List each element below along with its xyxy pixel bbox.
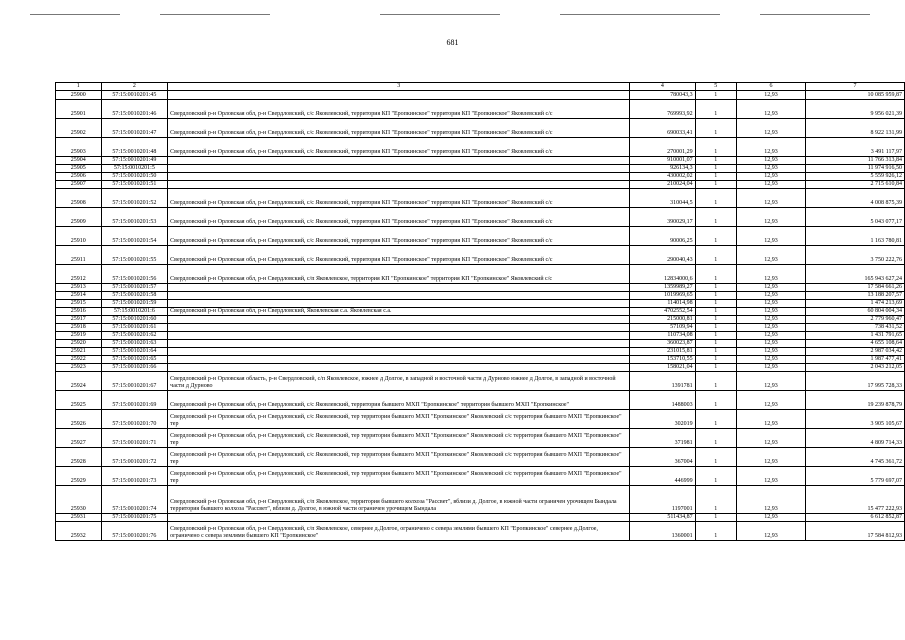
row-number: 25908 xyxy=(56,189,102,208)
cadastral-number: 57:15:0010201:66 xyxy=(101,364,168,372)
col-header: 7 xyxy=(806,83,905,91)
table-row xyxy=(56,165,905,173)
data-table xyxy=(55,82,905,541)
cadastral-value: 1 431 791,65 xyxy=(806,332,905,340)
row-number: 25901 xyxy=(56,100,102,119)
table-row xyxy=(56,284,905,292)
cadastral-value: 1 474 213,69 xyxy=(806,300,905,308)
address xyxy=(168,340,630,348)
area-value: 910001,07 xyxy=(630,157,695,165)
table-row xyxy=(56,514,905,522)
cadastral-value: 5 779 697,07 xyxy=(806,467,905,486)
cadastral-value: 17 584 661,26 xyxy=(806,284,905,292)
quantity: 1 xyxy=(695,429,736,448)
row-number: 25929 xyxy=(56,467,102,486)
area-value: 926134,3 xyxy=(630,165,695,173)
table-row xyxy=(56,429,905,448)
quantity: 1 xyxy=(695,316,736,324)
cadastral-number: 57:15:0010201:60 xyxy=(101,316,168,324)
table-row xyxy=(56,208,905,227)
scan-artifact xyxy=(30,14,120,15)
address: Свердловский р-н Орловская обл, р-н Свердловский, с/п Яковлевское, территория КП "Еропкинское" территория КП "Еропкинское" Яковлевский с/с xyxy=(168,265,630,284)
cadastral-value: 15 477 222,93 xyxy=(806,486,905,514)
row-number: 25928 xyxy=(56,448,102,467)
address: Свердловский р-н Орловская обл, р-н Свердловский, с/с Яковлевский, тер территория бывшего МХП "Еропкинское" Яковлевский с/с территория бывшего МХП "Еропкинское" тер xyxy=(168,410,630,429)
row-number: 25922 xyxy=(56,356,102,364)
rate: 12,93 xyxy=(736,138,805,157)
quantity: 1 xyxy=(695,157,736,165)
area-value: 310044,5 xyxy=(630,189,695,208)
row-number: 25931 xyxy=(56,514,102,522)
cadastral-number: 57:15:0010201:46 xyxy=(101,100,168,119)
area-value: 769993,92 xyxy=(630,100,695,119)
cadastral-value: 2 715 610,84 xyxy=(806,181,905,189)
cadastral-number: 57:15:0010201:69 xyxy=(101,391,168,410)
area-value: 511434,87 xyxy=(630,514,695,522)
row-number: 25902 xyxy=(56,119,102,138)
col-header: 3 xyxy=(168,83,630,91)
table-row xyxy=(56,348,905,356)
cadastral-number: 57:15:0010201:62 xyxy=(101,332,168,340)
quantity: 1 xyxy=(695,138,736,157)
cadastral-number: 57:15:0010201:49 xyxy=(101,157,168,165)
quantity: 1 xyxy=(695,308,736,316)
quantity: 1 xyxy=(695,364,736,372)
address xyxy=(168,157,630,165)
area-value: 12834000,6 xyxy=(630,265,695,284)
cadastral-number: 57:15:0010201:5 xyxy=(101,165,168,173)
address xyxy=(168,324,630,332)
address: Свердловский р-н Орловская обл, р-н Свердловский, с/с Яковлевский, территория КП "Еропкинское" территория КП "Еропкинское" Яковлевский с/с xyxy=(168,227,630,246)
cadastral-number: 57:15:0010201:75 xyxy=(101,514,168,522)
rate: 12,93 xyxy=(736,91,805,100)
cadastral-value: 165 943 627,24 xyxy=(806,265,905,284)
table-row xyxy=(56,300,905,308)
cadastral-value: 2 779 960,47 xyxy=(806,316,905,324)
quantity: 1 xyxy=(695,300,736,308)
rate: 12,93 xyxy=(736,316,805,324)
cadastral-value: 1 987 477,41 xyxy=(806,356,905,364)
area-value: 302019 xyxy=(630,410,695,429)
cadastral-value: 13 188 207,57 xyxy=(806,292,905,300)
cadastral-value: 4 809 714,33 xyxy=(806,429,905,448)
row-number: 25932 xyxy=(56,522,102,541)
address: Свердловский р-н Орловская обл, р-н Свердловский, с/п Яковлевское, территория бывшего колхоза "Рассвет", вблизи д. Долгое, в южной части ограничен урочищем Бындала территория бывшего колхоза "Рассвет", вблизи д. Долгое, в южной части ограничен урочищем Бындала xyxy=(168,486,630,514)
cadastral-value: 3 491 117,97 xyxy=(806,138,905,157)
cadastral-value: 11 766 313,84 xyxy=(806,157,905,165)
cadastral-value: 19 239 878,79 xyxy=(806,391,905,410)
rate: 12,93 xyxy=(736,100,805,119)
table-row xyxy=(56,332,905,340)
rate: 12,93 xyxy=(736,181,805,189)
address xyxy=(168,356,630,364)
quantity: 1 xyxy=(695,265,736,284)
address xyxy=(168,332,630,340)
area-value: 114014,98 xyxy=(630,300,695,308)
cadastral-number: 57:15:0010201:76 xyxy=(101,522,168,541)
rate: 12,93 xyxy=(736,189,805,208)
row-number: 25926 xyxy=(56,410,102,429)
cadastral-number: 57:15:0010201:45 xyxy=(101,91,168,100)
table-row xyxy=(56,340,905,348)
page-number: 681 xyxy=(446,38,459,47)
cadastral-number: 57:15:0010201:55 xyxy=(101,246,168,265)
area-value: 1391781 xyxy=(630,372,695,391)
area-value: 367004 xyxy=(630,448,695,467)
cadastral-value: 60 804 004,34 xyxy=(806,308,905,316)
quantity: 1 xyxy=(695,522,736,541)
address xyxy=(168,292,630,300)
address xyxy=(168,165,630,173)
cadastral-value: 4 655 108,64 xyxy=(806,340,905,348)
scan-artifact xyxy=(160,14,270,15)
scan-artifact xyxy=(380,14,500,15)
table-row xyxy=(56,324,905,332)
scan-artifact xyxy=(760,14,870,15)
rate: 12,93 xyxy=(736,391,805,410)
cadastral-number: 57:15:0010201:58 xyxy=(101,292,168,300)
cadastral-number: 57:15:0010201:64 xyxy=(101,348,168,356)
table-row xyxy=(56,486,905,514)
cadastral-number: 57:15:0010201:71 xyxy=(101,429,168,448)
area-value: 90006,25 xyxy=(630,227,695,246)
cadastral-value: 8 922 131,99 xyxy=(806,119,905,138)
cadastral-value: 5 043 077,17 xyxy=(806,208,905,227)
row-number: 25920 xyxy=(56,340,102,348)
quantity: 1 xyxy=(695,410,736,429)
address: Свердловский р-н Орловская обл, р-н Свердловский, с/с Яковлевский, территория КП "Еропкинское" территория КП "Еропкинское" Яковлевский с/с xyxy=(168,189,630,208)
table-row xyxy=(56,100,905,119)
quantity: 1 xyxy=(695,448,736,467)
area-value: 270001,29 xyxy=(630,138,695,157)
rate: 12,93 xyxy=(736,208,805,227)
row-number: 25912 xyxy=(56,265,102,284)
table-body xyxy=(56,91,905,541)
quantity: 1 xyxy=(695,324,736,332)
cadastral-number: 57:15:0010201:56 xyxy=(101,265,168,284)
row-number: 25909 xyxy=(56,208,102,227)
quantity: 1 xyxy=(695,91,736,100)
cadastral-value: 3 750 222,76 xyxy=(806,246,905,265)
cadastral-number: 57:15:0010201:67 xyxy=(101,372,168,391)
cadastral-value: 738 431,52 xyxy=(806,324,905,332)
table-row xyxy=(56,522,905,541)
cadastral-value: 1 163 780,81 xyxy=(806,227,905,246)
row-number: 25924 xyxy=(56,372,102,391)
rate: 12,93 xyxy=(736,165,805,173)
area-value: 371981 xyxy=(630,429,695,448)
area-value: 158021,04 xyxy=(630,364,695,372)
row-number: 25906 xyxy=(56,173,102,181)
quantity: 1 xyxy=(695,348,736,356)
address: Свердловский р-н Орловская область, р-н Свердловский, с/п Яковлевское, южнее д Долгое, в западной и восточной части д Дурново южнее д Долгое, в западной и восточной части д Дурново xyxy=(168,372,630,391)
row-number: 25916 xyxy=(56,308,102,316)
address xyxy=(168,348,630,356)
table-row xyxy=(56,157,905,165)
address xyxy=(168,316,630,324)
area-value: 1360001 xyxy=(630,522,695,541)
cadastral-value: 10 085 959,87 xyxy=(806,91,905,100)
table-row xyxy=(56,391,905,410)
table-row xyxy=(56,189,905,208)
cadastral-number: 57:15:0010201:52 xyxy=(101,189,168,208)
rate: 12,93 xyxy=(736,292,805,300)
cadastral-number: 57:15:0010201:53 xyxy=(101,208,168,227)
row-number: 25917 xyxy=(56,316,102,324)
table-row xyxy=(56,372,905,391)
rate: 12,93 xyxy=(736,157,805,165)
address: Свердловский р-н Орловская обл, р-н Свердловский, с/с Яковлевский, территория бывшего МХП "Еропкинское" территория бывшего МХП "Еропкинское" xyxy=(168,391,630,410)
rate: 12,93 xyxy=(736,467,805,486)
cadastral-number: 57:15:0010201:54 xyxy=(101,227,168,246)
area-value: 1197001 xyxy=(630,486,695,514)
row-number: 25910 xyxy=(56,227,102,246)
quantity: 1 xyxy=(695,227,736,246)
rate: 12,93 xyxy=(736,356,805,364)
quantity: 1 xyxy=(695,181,736,189)
rate: 12,93 xyxy=(736,372,805,391)
quantity: 1 xyxy=(695,356,736,364)
area-value: 1359989,27 xyxy=(630,284,695,292)
area-value: 231015,81 xyxy=(630,348,695,356)
quantity: 1 xyxy=(695,391,736,410)
row-number: 25930 xyxy=(56,486,102,514)
area-value: 1019969,65 xyxy=(630,292,695,300)
col-header: 2 xyxy=(101,83,168,91)
area-value: 215000,81 xyxy=(630,316,695,324)
cadastral-number: 57:15:0010201:6 xyxy=(101,308,168,316)
cadastral-number: 57:15:0010201:57 xyxy=(101,284,168,292)
address xyxy=(168,173,630,181)
cadastral-value: 6 612 852,87 xyxy=(806,514,905,522)
address xyxy=(168,91,630,100)
cadastral-number: 57:15:0010201:74 xyxy=(101,486,168,514)
address: Свердловский р-н Орловская обл, р-н Свердловский, с/с Яковлевский, территория КП "Еропкинское" территория КП "Еропкинское" Яковлевский с/с xyxy=(168,119,630,138)
table-row xyxy=(56,316,905,324)
address xyxy=(168,364,630,372)
row-number: 25914 xyxy=(56,292,102,300)
rate: 12,93 xyxy=(736,364,805,372)
rate: 12,93 xyxy=(736,332,805,340)
quantity: 1 xyxy=(695,340,736,348)
rate: 12,93 xyxy=(736,119,805,138)
area-value: 57109,94 xyxy=(630,324,695,332)
cadastral-value: 2 987 034,42 xyxy=(806,348,905,356)
row-number: 25911 xyxy=(56,246,102,265)
quantity: 1 xyxy=(695,189,736,208)
table-row xyxy=(56,356,905,364)
quantity: 1 xyxy=(695,208,736,227)
cadastral-number: 57:15:0010201:47 xyxy=(101,119,168,138)
cadastral-number: 57:15:0010201:61 xyxy=(101,324,168,332)
row-number: 25903 xyxy=(56,138,102,157)
address: Свердловский р-н Орловская обл, р-н Свердловский, Яковлевская с.а. Яковлевская с.а. xyxy=(168,308,630,316)
area-value: 4702552,54 xyxy=(630,308,695,316)
row-number: 25915 xyxy=(56,300,102,308)
row-number: 25907 xyxy=(56,181,102,189)
address: Свердловский р-н Орловская обл, р-н Свердловский, с/с Яковлевский, территория КП "Еропкинское" территория КП "Еропкинское" Яковлевский с/с xyxy=(168,246,630,265)
rate: 12,93 xyxy=(736,522,805,541)
rate: 12,93 xyxy=(736,300,805,308)
area-value: 360023,87 xyxy=(630,340,695,348)
address: Свердловский р-н Орловская обл, р-н Свердловский, с/с Яковлевский, территория КП "Еропкинское" территория КП "Еропкинское" Яковлевский с/с xyxy=(168,138,630,157)
cadastral-value: 11 974 916,50 xyxy=(806,165,905,173)
row-number: 25919 xyxy=(56,332,102,340)
area-value: 780043,3 xyxy=(630,91,695,100)
row-number: 25925 xyxy=(56,391,102,410)
col-header: 1 xyxy=(56,83,102,91)
table-row xyxy=(56,448,905,467)
area-value: 290040,43 xyxy=(630,246,695,265)
quantity: 1 xyxy=(695,165,736,173)
cadastral-value: 5 559 926,12 xyxy=(806,173,905,181)
cadastral-value: 9 956 021,39 xyxy=(806,100,905,119)
cadastral-number: 57:15:0010201:50 xyxy=(101,173,168,181)
col-header: 5 xyxy=(695,83,736,91)
cadastral-value: 4 745 361,72 xyxy=(806,448,905,467)
row-number: 25905 xyxy=(56,165,102,173)
cadastral-number: 57:15:0010201:72 xyxy=(101,448,168,467)
rate: 12,93 xyxy=(736,324,805,332)
quantity: 1 xyxy=(695,119,736,138)
cadastral-number: 57:15:0010201:73 xyxy=(101,467,168,486)
table-row xyxy=(56,181,905,189)
rate: 12,93 xyxy=(736,227,805,246)
col-header: 4 xyxy=(630,83,695,91)
cadastral-value: 17 995 728,33 xyxy=(806,372,905,391)
area-value: 153710,55 xyxy=(630,356,695,364)
col-header: 6 xyxy=(736,83,805,91)
row-number: 25918 xyxy=(56,324,102,332)
table-row xyxy=(56,246,905,265)
rate: 12,93 xyxy=(736,284,805,292)
quantity: 1 xyxy=(695,284,736,292)
row-number: 25913 xyxy=(56,284,102,292)
table-row xyxy=(56,410,905,429)
table-row xyxy=(56,227,905,246)
rate: 12,93 xyxy=(736,348,805,356)
rate: 12,93 xyxy=(736,448,805,467)
address xyxy=(168,284,630,292)
area-value: 390029,17 xyxy=(630,208,695,227)
rate: 12,93 xyxy=(736,308,805,316)
rate: 12,93 xyxy=(736,340,805,348)
quantity: 1 xyxy=(695,100,736,119)
rate: 12,93 xyxy=(736,246,805,265)
address xyxy=(168,300,630,308)
rate: 12,93 xyxy=(736,173,805,181)
cadastral-number: 57:15:0010201:65 xyxy=(101,356,168,364)
table-row xyxy=(56,292,905,300)
rate: 12,93 xyxy=(736,429,805,448)
area-value: 1488003 xyxy=(630,391,695,410)
quantity: 1 xyxy=(695,246,736,265)
cadastral-number: 57:15:0010201:48 xyxy=(101,138,168,157)
area-value: 210024,04 xyxy=(630,181,695,189)
table-row xyxy=(56,265,905,284)
address: Свердловский р-н Орловская обл, р-н Свердловский, с/с Яковлевский, тер территория бывшего МХП "Еропкинское" Яковлевский с/с территория бывшего МХП "Еропкинское" тер xyxy=(168,429,630,448)
table-row xyxy=(56,364,905,372)
rate: 12,93 xyxy=(736,410,805,429)
table-row xyxy=(56,138,905,157)
quantity: 1 xyxy=(695,292,736,300)
row-number: 25921 xyxy=(56,348,102,356)
area-value: 430002,02 xyxy=(630,173,695,181)
table-row xyxy=(56,91,905,100)
address: Свердловский р-н Орловская обл, р-н Свердловский, с/с Яковлевский, территория КП "Еропкинское" территория КП "Еропкинское" Яковлевский с/с xyxy=(168,100,630,119)
cadastral-number: 57:15:0010201:59 xyxy=(101,300,168,308)
table-row xyxy=(56,119,905,138)
quantity: 1 xyxy=(695,173,736,181)
address: Свердловский р-н Орловская обл, р-н Свердловский, с/п Яковлевское, севернее д.Долгое, ограничено с севера землями бывшего КП "Еропкинское" севернее д.Долгое, ограничено с севера землями бывшего КП "Еропкинское" xyxy=(168,522,630,541)
row-number: 25904 xyxy=(56,157,102,165)
cadastral-number: 57:15:0010201:63 xyxy=(101,340,168,348)
quantity: 1 xyxy=(695,332,736,340)
rate: 12,93 xyxy=(736,486,805,514)
address xyxy=(168,181,630,189)
quantity: 1 xyxy=(695,467,736,486)
cadastral-value: 2 043 212,05 xyxy=(806,364,905,372)
row-number: 25900 xyxy=(56,91,102,100)
row-number: 25923 xyxy=(56,364,102,372)
row-number: 25927 xyxy=(56,429,102,448)
table-row xyxy=(56,308,905,316)
address: Свердловский р-н Орловская обл, р-н Свердловский, с/с Яковлевский, территория КП "Еропкинское" территория КП "Еропкинское" Яковлевский с/с xyxy=(168,208,630,227)
quantity: 1 xyxy=(695,486,736,514)
address: Свердловский р-н Орловская обл, р-н Свердловский, с/с Яковлевский, тер территория бывшего МХП "Еропкинское" Яковлевский с/с территория бывшего МХП "Еропкинское" тер xyxy=(168,448,630,467)
table-row xyxy=(56,467,905,486)
area-value: 690033,41 xyxy=(630,119,695,138)
area-value: 110734,08 xyxy=(630,332,695,340)
rate: 12,93 xyxy=(736,265,805,284)
cadastral-number: 57:15:0010201:51 xyxy=(101,181,168,189)
table-row xyxy=(56,173,905,181)
cadastral-value: 4 008 875,39 xyxy=(806,189,905,208)
scan-artifact xyxy=(560,14,720,15)
quantity: 1 xyxy=(695,514,736,522)
area-value: 446999 xyxy=(630,467,695,486)
cadastral-value: 17 584 812,93 xyxy=(806,522,905,541)
quantity: 1 xyxy=(695,372,736,391)
cadastral-value: 3 905 105,67 xyxy=(806,410,905,429)
header-row xyxy=(56,83,905,91)
address: Свердловский р-н Орловская обл, р-н Свердловский, с/с Яковлевский, тер территория бывшего МХП "Еропкинское" Яковлевский с/с территория бывшего МХП "Еропкинское" тер xyxy=(168,467,630,486)
cadastral-number: 57:15:0010201:70 xyxy=(101,410,168,429)
address xyxy=(168,514,630,522)
rate: 12,93 xyxy=(736,514,805,522)
